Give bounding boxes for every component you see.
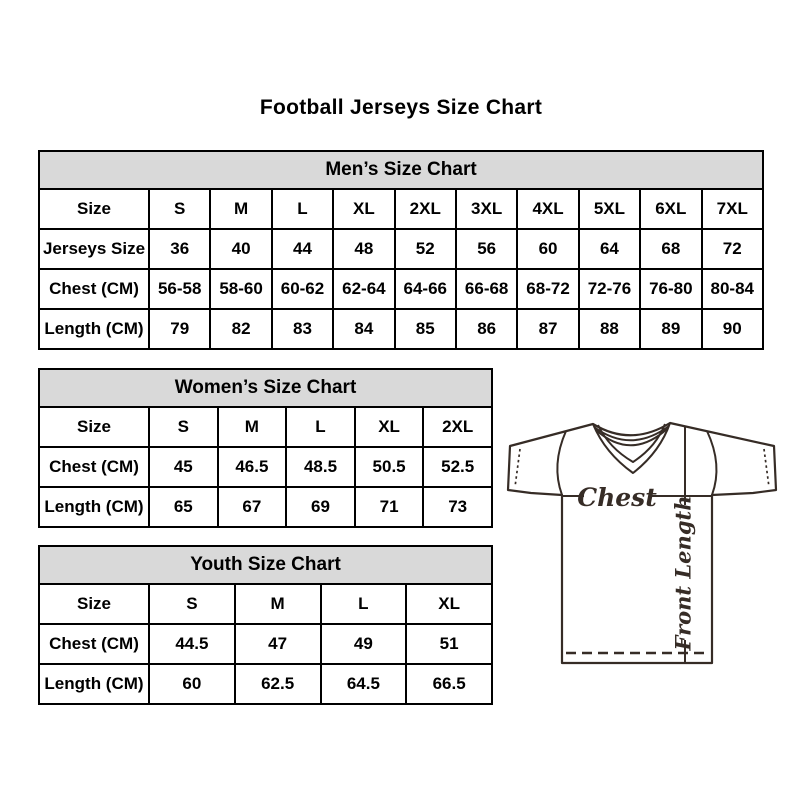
jersey-line-art xyxy=(508,423,776,663)
mens-size-table xyxy=(38,150,764,350)
mens-cell: 62-64 xyxy=(333,269,394,309)
youth-row-0 xyxy=(39,584,492,624)
youth-cell: 64.5 xyxy=(321,664,407,704)
womens-row-label: Chest (CM) xyxy=(39,447,149,487)
womens-cell: L xyxy=(286,407,355,447)
mens-cell: 6XL xyxy=(640,189,701,229)
mens-cell: L xyxy=(272,189,333,229)
jersey-measurement-diagram xyxy=(503,413,783,671)
mens-row-1 xyxy=(39,229,763,269)
womens-row-label: Size xyxy=(39,407,149,447)
mens-cell: 84 xyxy=(333,309,394,349)
mens-cell: 7XL xyxy=(702,189,763,229)
womens-title-row xyxy=(39,369,492,407)
mens-cell: 52 xyxy=(395,229,456,269)
mens-table xyxy=(38,150,764,350)
youth-table-title: Youth Size Chart xyxy=(39,546,492,584)
mens-cell: 66-68 xyxy=(456,269,517,309)
womens-cell: 46.5 xyxy=(218,447,287,487)
youth-table xyxy=(38,545,493,705)
youth-cell: 62.5 xyxy=(235,664,321,704)
womens-cell: S xyxy=(149,407,218,447)
mens-cell: 56-58 xyxy=(149,269,210,309)
womens-cell: 50.5 xyxy=(355,447,424,487)
youth-row-label: Chest (CM) xyxy=(39,624,149,664)
mens-row-2 xyxy=(39,269,763,309)
youth-cell: 66.5 xyxy=(406,664,492,704)
mens-cell: 60 xyxy=(517,229,578,269)
mens-cell: 58-60 xyxy=(210,269,271,309)
womens-size-table xyxy=(38,368,493,528)
mens-cell: 76-80 xyxy=(640,269,701,309)
mens-cell: 88 xyxy=(579,309,640,349)
front-length-label: Front Length xyxy=(670,495,696,651)
sleeve-stitch-right xyxy=(764,449,769,487)
youth-cell: 47 xyxy=(235,624,321,664)
womens-cell: 67 xyxy=(218,487,287,527)
womens-cell: 2XL xyxy=(423,407,492,447)
youth-cell: 51 xyxy=(406,624,492,664)
mens-row-label: Chest (CM) xyxy=(39,269,149,309)
mens-cell: S xyxy=(149,189,210,229)
mens-cell: 2XL xyxy=(395,189,456,229)
womens-table-title: Women’s Size Chart xyxy=(39,369,492,407)
womens-row-2 xyxy=(39,487,492,527)
mens-cell: 87 xyxy=(517,309,578,349)
youth-row-label: Size xyxy=(39,584,149,624)
mens-row-label: Jerseys Size xyxy=(39,229,149,269)
mens-row-label: Length (CM) xyxy=(39,309,149,349)
mens-cell: 89 xyxy=(640,309,701,349)
mens-cell: 72 xyxy=(702,229,763,269)
youth-cell: 49 xyxy=(321,624,407,664)
youth-cell: 60 xyxy=(149,664,235,704)
youth-cell: L xyxy=(321,584,407,624)
mens-cell: 82 xyxy=(210,309,271,349)
mens-cell: 68-72 xyxy=(517,269,578,309)
mens-cell: 79 xyxy=(149,309,210,349)
mens-cell: 56 xyxy=(456,229,517,269)
youth-size-table xyxy=(38,545,493,705)
sleeve-stitch-left xyxy=(515,449,520,487)
youth-cell: M xyxy=(235,584,321,624)
womens-cell: 71 xyxy=(355,487,424,527)
armhole-seam-right xyxy=(707,431,716,495)
womens-cell: 69 xyxy=(286,487,355,527)
mens-cell: M xyxy=(210,189,271,229)
youth-cell: XL xyxy=(406,584,492,624)
mens-table-title: Men’s Size Chart xyxy=(39,151,763,189)
womens-table xyxy=(38,368,493,528)
womens-cell: 45 xyxy=(149,447,218,487)
mens-row-label: Size xyxy=(39,189,149,229)
mens-cell: 68 xyxy=(640,229,701,269)
mens-cell: 72-76 xyxy=(579,269,640,309)
youth-cell: S xyxy=(149,584,235,624)
mens-row-3 xyxy=(39,309,763,349)
womens-cell: M xyxy=(218,407,287,447)
womens-row-1 xyxy=(39,447,492,487)
womens-cell: XL xyxy=(355,407,424,447)
mens-cell: 4XL xyxy=(517,189,578,229)
womens-cell: 52.5 xyxy=(423,447,492,487)
mens-cell: XL xyxy=(333,189,394,229)
chest-label: Chest xyxy=(577,483,657,512)
mens-cell: 40 xyxy=(210,229,271,269)
mens-cell: 36 xyxy=(149,229,210,269)
mens-cell: 64-66 xyxy=(395,269,456,309)
mens-row-0 xyxy=(39,189,763,229)
page-title: Football Jerseys Size Chart xyxy=(259,96,543,119)
womens-cell: 48.5 xyxy=(286,447,355,487)
mens-cell: 60-62 xyxy=(272,269,333,309)
mens-cell: 86 xyxy=(456,309,517,349)
mens-cell: 44 xyxy=(272,229,333,269)
youth-title-row xyxy=(39,546,492,584)
mens-cell: 83 xyxy=(272,309,333,349)
mens-cell: 90 xyxy=(702,309,763,349)
mens-cell: 48 xyxy=(333,229,394,269)
mens-cell: 80-84 xyxy=(702,269,763,309)
womens-cell: 65 xyxy=(149,487,218,527)
jersey-outline xyxy=(508,423,776,663)
youth-row-2 xyxy=(39,664,492,704)
mens-cell: 64 xyxy=(579,229,640,269)
mens-cell: 3XL xyxy=(456,189,517,229)
mens-cell: 85 xyxy=(395,309,456,349)
womens-cell: 73 xyxy=(423,487,492,527)
mens-cell: 5XL xyxy=(579,189,640,229)
womens-row-0 xyxy=(39,407,492,447)
youth-row-1 xyxy=(39,624,492,664)
mens-title-row xyxy=(39,151,763,189)
youth-cell: 44.5 xyxy=(149,624,235,664)
womens-row-label: Length (CM) xyxy=(39,487,149,527)
armhole-seam-left xyxy=(557,431,566,495)
youth-row-label: Length (CM) xyxy=(39,664,149,704)
